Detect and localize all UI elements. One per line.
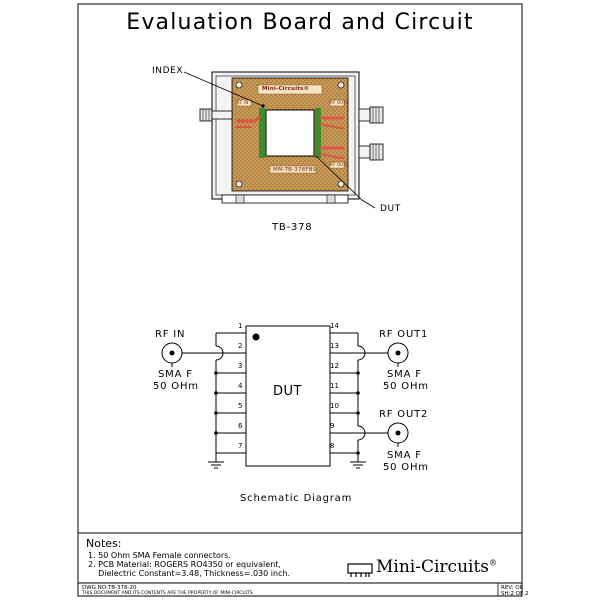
page-title: Evaluation Board and Circuit: [126, 10, 474, 35]
rf-in-label: RF IN: [155, 329, 186, 340]
rf-in-connector-type: SMA F: [158, 369, 193, 380]
pcb-part-text: MM-TB-378FBS: [273, 167, 317, 173]
rf-out2-label: RF OUT2: [379, 409, 429, 420]
pin-number: 9: [330, 422, 335, 430]
dut-callout-label: DUT: [380, 204, 401, 214]
pcb-brand-text: Mini-Circuits®: [262, 86, 310, 92]
dwg-number: DWG NO:TB-378-20: [82, 585, 137, 591]
pcb-rf-in-label: RF IN: [237, 100, 249, 105]
sheet-number: SH:2 OF 2: [501, 591, 529, 597]
rf-out1-impedance: 50 OHm: [383, 381, 429, 392]
pin-number: 8: [330, 442, 335, 450]
notes-line: Dielectric Constant=3.48, Thickness=.030 inch.: [88, 569, 291, 578]
schematic-title: Schematic Diagram: [240, 493, 353, 504]
notes-line: 1. 50 Ohm SMA Female connectors.: [88, 551, 231, 560]
pcb-rf-out2-label: RF OUT2: [330, 162, 349, 167]
pin-number: 13: [330, 342, 339, 350]
pin-number: 6: [238, 422, 243, 430]
revision: REV: OR: [501, 585, 524, 591]
property-note: THIS DOCUMENT AND ITS CONTENTS ARE THE PROPERTY OF MINI-CIRCUITS.: [82, 591, 255, 596]
notes-heading: Notes:: [86, 537, 122, 550]
rf-out2-impedance: 50 OHm: [383, 462, 429, 473]
pin-number: 4: [238, 382, 243, 390]
board-name-label: TB-378: [272, 222, 313, 233]
rf-out2-connector-type: SMA F: [387, 450, 422, 461]
index-label: INDEX: [152, 66, 184, 76]
pin-number: 10: [330, 402, 339, 410]
rf-in-impedance: 50 OHm: [153, 381, 199, 392]
pin-number: 12: [330, 362, 339, 370]
footer-brand: Mini-Circuits®: [376, 557, 498, 577]
notes-line: 2. PCB Material: ROGERS RO4350 or equivalent,: [88, 560, 281, 569]
pin-number: 11: [330, 382, 339, 390]
pin-number: 2: [238, 342, 243, 350]
rf-out1-connector-type: SMA F: [387, 369, 422, 380]
pin-number: 1: [238, 322, 243, 330]
pcb-rf-out1-label: RF OUT1: [330, 100, 349, 105]
pin-number: 5: [238, 402, 243, 410]
pin-number: 3: [238, 362, 243, 370]
pin-number: 7: [238, 442, 243, 450]
pin-number: 14: [330, 322, 339, 330]
schematic-dut-label: DUT: [273, 384, 302, 399]
rf-out1-label: RF OUT1: [379, 329, 429, 340]
